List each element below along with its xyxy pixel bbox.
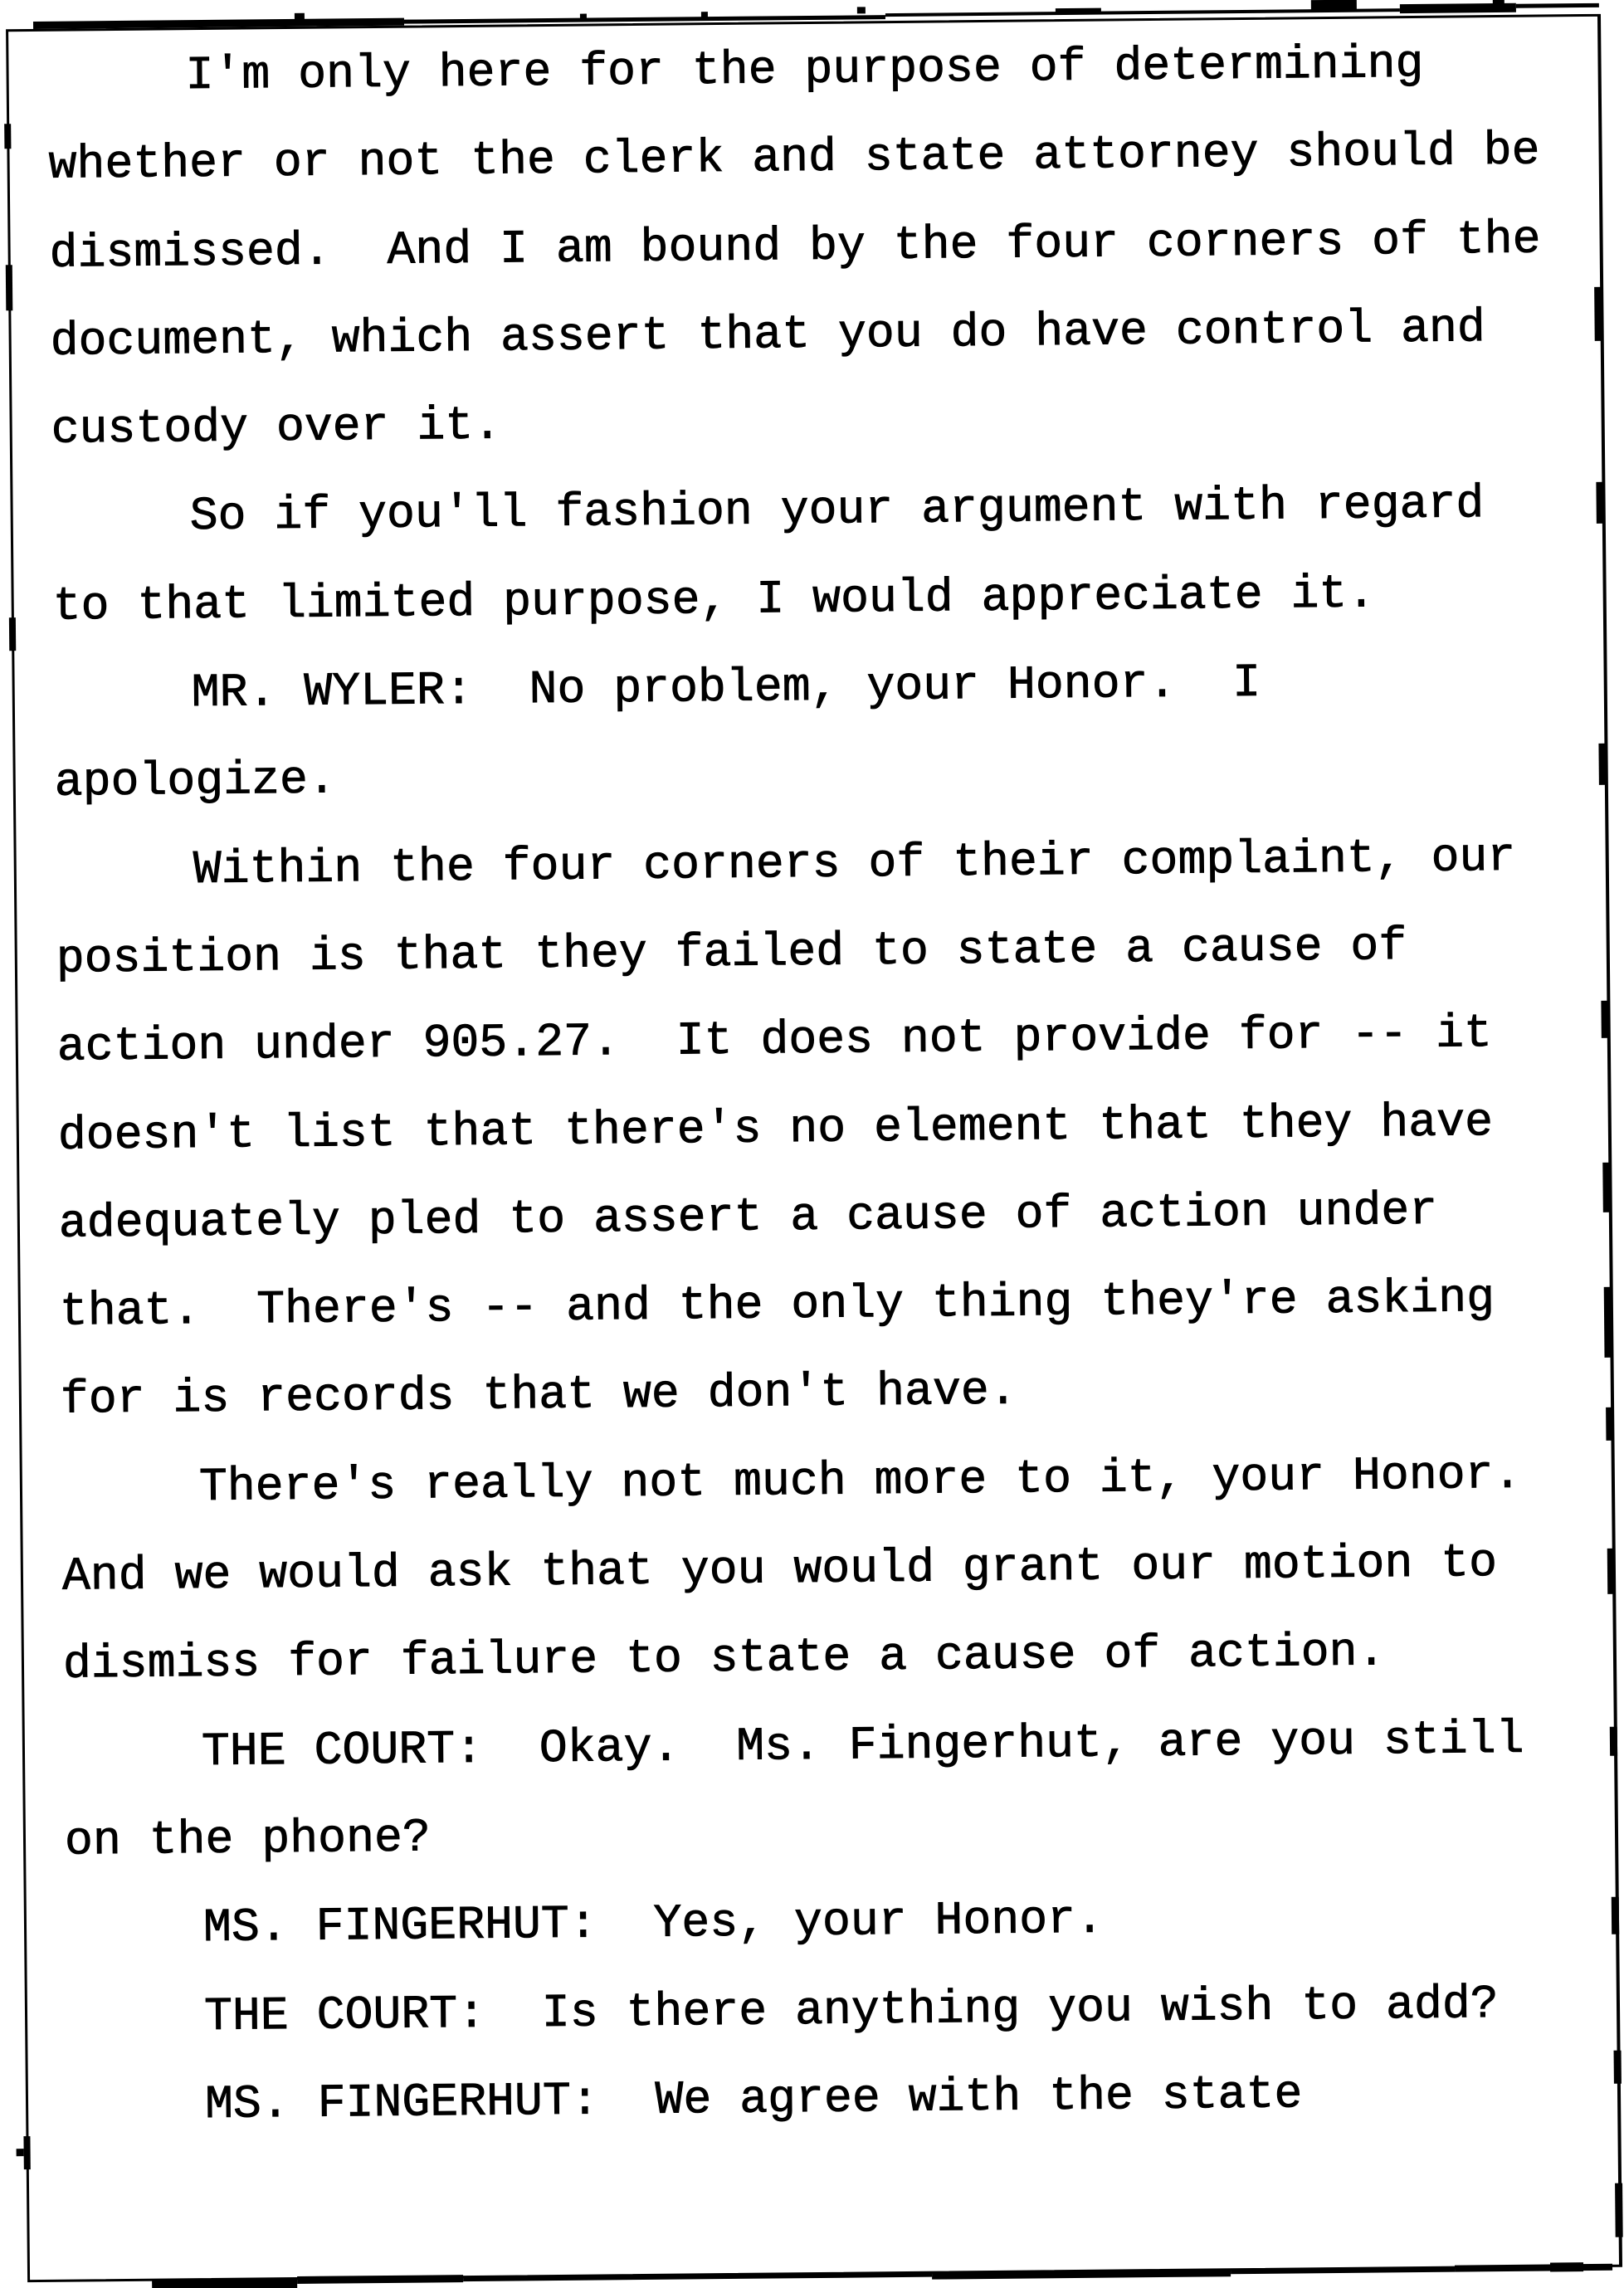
transcript-line: apologize. xyxy=(54,753,337,810)
scan-mark xyxy=(1594,287,1603,341)
transcript-line: on the phone? xyxy=(64,1811,432,1868)
scan-mark xyxy=(1493,0,1505,5)
transcript-line: action under 905.27. It does not provide for -- it xyxy=(56,1007,1493,1074)
transcript-line: document, which assert that you do have control and xyxy=(50,301,1486,368)
scan-mark xyxy=(1614,2051,1622,2084)
transcript-line: MR. WYLER: No problem, your Honor. I xyxy=(191,656,1261,720)
scan-mark xyxy=(6,265,13,310)
scan-mark xyxy=(1607,1549,1616,1594)
scan-mark xyxy=(295,13,305,21)
transcript-line: for is records that we don't have. xyxy=(60,1364,1017,1427)
transcript-line: adequately pled to assert a cause of action under xyxy=(58,1183,1438,1251)
scan-mark xyxy=(1598,744,1606,785)
scan-mark xyxy=(1311,0,1357,12)
transcript-line: dismiss for failure to state a cause of action. xyxy=(62,1625,1386,1692)
right-border-scan-artifacts xyxy=(0,0,1613,7)
scan-mark xyxy=(17,2149,24,2156)
scan-mark xyxy=(1602,1163,1612,1212)
transcript-line: whether or not the clerk and state attorney should be xyxy=(48,124,1540,193)
transcript-line: to that limited purpose, I would appreciate it. xyxy=(52,567,1376,633)
transcript-line: Within the four corners of their complaint, our xyxy=(193,830,1516,896)
scan-mark xyxy=(1615,2183,1623,2237)
transcript-line: custody over it. xyxy=(51,398,502,456)
transcript-line: There's really not much more to it, your Honor. xyxy=(198,1447,1522,1514)
transcript-line: And we would ask that you would grant our motion to xyxy=(61,1536,1498,1603)
bottom-edge-scan-artifacts xyxy=(0,0,1613,7)
scan-mark xyxy=(1516,3,1599,8)
transcript-line: THE COURT: Is there anything you wish to add? xyxy=(203,1977,1499,2043)
transcript-line: MS. FINGERHUT: Yes, your Honor. xyxy=(202,1892,1105,1955)
scan-mark xyxy=(857,7,866,13)
scan-mark xyxy=(1610,1727,1617,1756)
transcript-line: doesn't list that there's no element that they have xyxy=(57,1095,1494,1163)
scan-mark xyxy=(1601,1001,1608,1038)
scan-mark xyxy=(152,2279,297,2288)
scan-mark xyxy=(701,12,708,17)
transcript-line: dismissed. And I am bound by the four corners of the xyxy=(49,212,1541,281)
scan-mark xyxy=(297,2275,463,2284)
scan-mark xyxy=(1596,482,1603,524)
left-border-scan-artifacts xyxy=(0,0,1613,7)
scan-mark xyxy=(4,124,11,149)
scan-mark xyxy=(1056,8,1101,13)
scan-mark xyxy=(23,2136,30,2169)
scan-mark xyxy=(9,617,16,651)
scan-mark xyxy=(1612,1897,1619,1934)
transcript-lines xyxy=(47,18,1594,2150)
top-edge-scan-artifacts xyxy=(0,0,1613,7)
transcript-line: that. There's -- and the only thing they're asking xyxy=(59,1271,1495,1339)
transcript-line: I'm only here for the purpose of determining xyxy=(185,37,1424,103)
scan-mark xyxy=(580,14,587,21)
scan-mark xyxy=(1604,1287,1613,1358)
transcript-line: So if you'll fashion your argument with regard xyxy=(189,477,1485,544)
transcript-line: MS. FINGERHUT: We agree with the state xyxy=(204,2067,1303,2131)
transcript-line: THE COURT: Okay. Ms. Fingerhut, are you still xyxy=(201,1712,1524,1778)
scan-mark xyxy=(1550,2262,1583,2271)
transcript-line: position is that they failed to state a cause of xyxy=(56,920,1407,986)
scan-mark xyxy=(1606,1407,1613,1441)
scan-mark xyxy=(1455,2264,1612,2272)
